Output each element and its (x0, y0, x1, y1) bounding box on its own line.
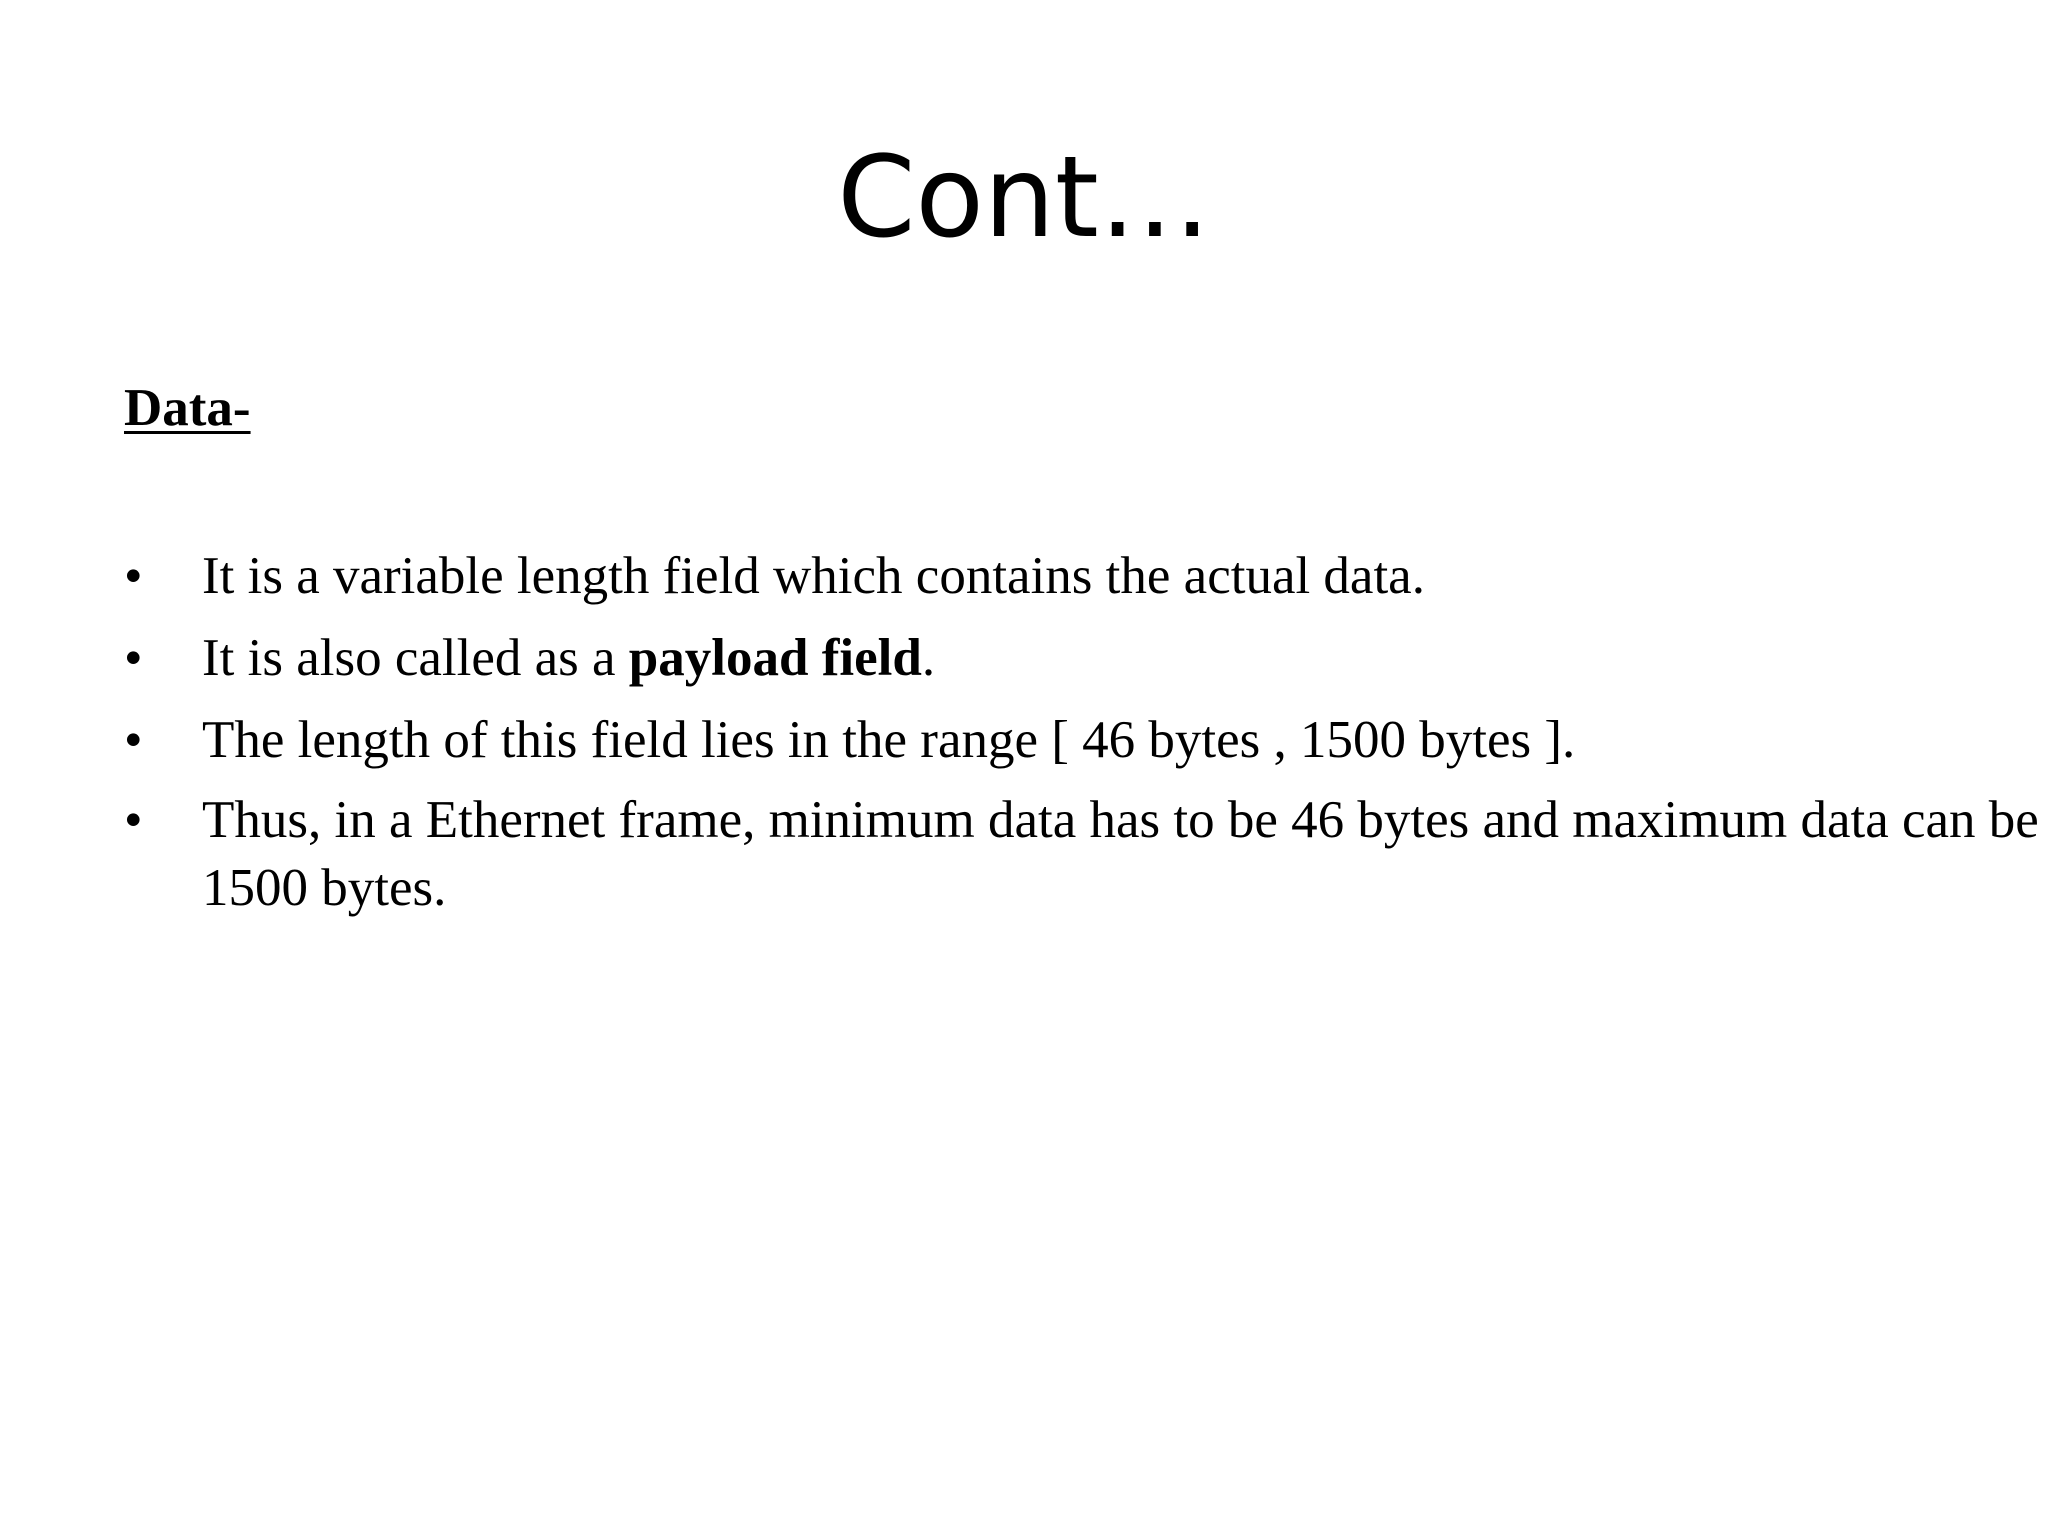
bullet-text: It is a variable length field which contains the actual data. (202, 547, 1425, 605)
bullet-item-variable-length (124, 540, 1924, 612)
section-heading-data: Data- (124, 379, 251, 437)
bullet-text: The length of this field lies in the range [ 46 bytes , 1500 bytes ]. (202, 711, 1576, 769)
bullet-text-lead: It is also called as a (202, 629, 629, 687)
bullet-text-tail: . (921, 629, 936, 687)
bullet-icon: • (124, 547, 143, 605)
bullet-icon: • (124, 791, 143, 849)
bullet-item-min-max-data (124, 786, 2048, 922)
bullet-icon: • (124, 629, 143, 687)
bullet-list (124, 540, 2039, 932)
bullet-item-length-range (124, 704, 1924, 776)
bullet-text-emphasis: payload field (628, 629, 922, 687)
slide-title: Cont… (837, 133, 1211, 263)
bullet-icon: • (124, 711, 143, 769)
bullet-item-payload-field (124, 622, 1924, 694)
bullet-text: Thus, in a Ethernet frame, minimum data has to be 46 bytes and maximum data can be 1500 bytes. (202, 791, 2039, 917)
